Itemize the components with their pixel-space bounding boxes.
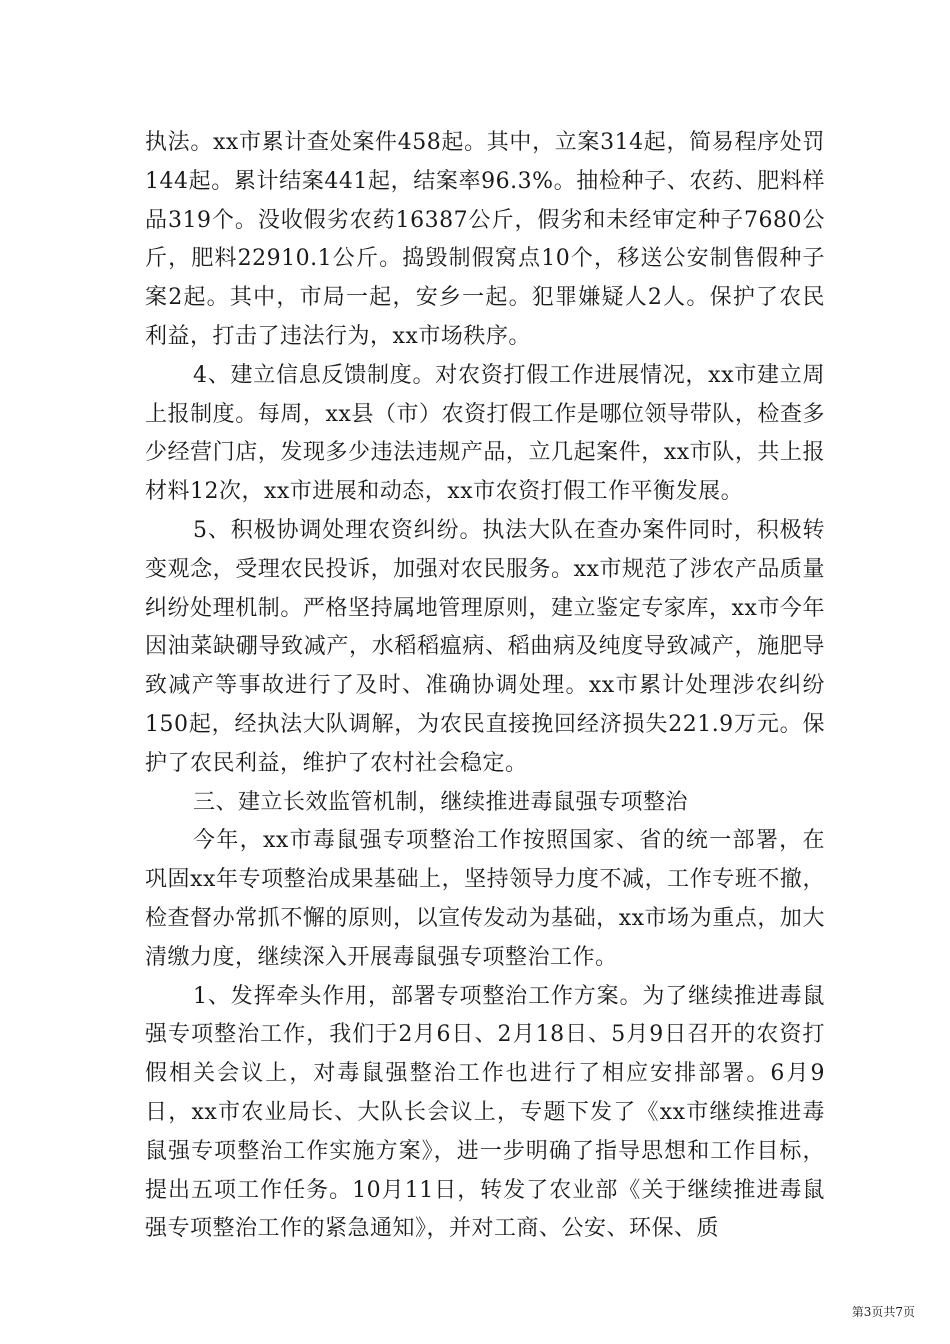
paragraph-dispute-handling: 5、积极协调处理农资纠纷。执法大队在查办案件同时，积极转变观念，受理农民投诉，加强对农民服务。xx市规范了涉农产品质量纠纷处理机制。严格坚持属地管理原则，建立鉴定专家库，xx市今年因油菜缺硼导致减产，水稻稻瘟病、稻曲病及纯度导致减产，施肥导致减产等事故进行了及时、准确协调处理。xx市累计处理涉农纠纷150起，经执法大队调解，为农民直接挽回经济损失221.9万元。保护了农民利益，维护了农村社会稳定。 bbox=[145, 517, 825, 776]
document-body bbox=[145, 124, 825, 1249]
paragraph-enforcement-stats: 执法。xx市累计查处案件458起。其中，立案314起，简易程序处罚144起。累计结案441起，结案率96.3%。抽检种子、农药、肥料样品319个。没收假劣农药16387公斤，假劣和未经审定种子7680公斤，肥料22910.1公斤。捣毁制假窝点10个，移送公安制售假种子案2起。其中，市局一起，安乡一起。犯罪嫌疑人2人。保护了农民利益，打击了违法行为，xx市场秩序。 bbox=[145, 130, 825, 349]
paragraph-rodenticide-overview: 今年，xx市毒鼠强专项整治工作按照国家、省的统一部署，在巩固xx年专项整治成果基础上，坚持领导力度不减，工作专班不撤，检查督办常抓不懈的原则，以宣传发动为基础，xx市场为重点，加大清缴力度，继续深入开展毒鼠强专项整治工作。 bbox=[145, 828, 825, 970]
page-number: 第3页共7页 bbox=[851, 1305, 915, 1319]
paragraph-work-plan: 1、发挥牵头作用，部署专项整治工作方案。为了继续推进毒鼠强专项整治工作，我们于2月6日、2月18日、5月9日召开的农资打假相关会议上，对毒鼠强整治工作也进行了相应安排部署。6月9日，xx市农业局长、大队长会议上，专题下发了《xx市继续推进毒鼠强专项整治工作实施方案》，进一步明确了指导思想和工作目标，提出五项工作任务。10月11日，转发了农业部《关于继续推进毒鼠强专项整治工作的紧急通知》，并对工商、公安、环保、质 bbox=[145, 983, 825, 1242]
paragraph-info-feedback: 4、建立信息反馈制度。对农资打假工作进展情况，xx市建立周上报制度。每周，xx县（市）农资打假工作是哪位领导带队，检查多少经营门店，发现多少违法违规产品，立几起案件，xx市队，共上报材料12次，xx市进展和动态，xx市农资打假工作平衡发展。 bbox=[145, 362, 825, 505]
section-heading: 三、建立长效监管机制，继续推进毒鼠强专项整治 bbox=[193, 789, 689, 815]
